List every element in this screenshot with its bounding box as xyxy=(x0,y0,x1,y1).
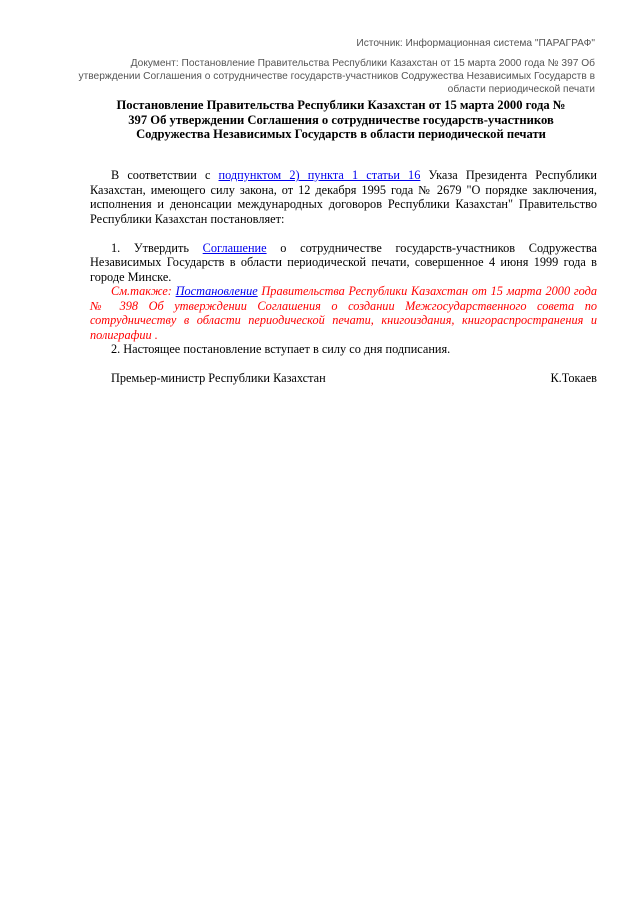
signature-block xyxy=(90,371,597,386)
signature-position: Премьер-министр Республики Казахстан xyxy=(111,371,326,385)
item-1-paragraph xyxy=(90,241,597,285)
document-line: Документ: Постановление Правительства Республики Казахстан от 15 марта 2000 года № 397 Об утверждении Соглашения о сотрудничестве государств-участников Содружества Независимых Государств в области периодической печати xyxy=(78,58,595,95)
document-title: Постановление Правительства Республики Казахстан от 15 марта 2000 года № 397 Об утверждении Соглашения о сотрудничестве государств-участников Содружества Независимых Государств в области периодической печати xyxy=(116,98,566,141)
document-body xyxy=(90,168,597,386)
agreement-link[interactable]: Соглашение xyxy=(202,240,267,255)
document-header xyxy=(75,37,595,96)
see-also-text: Правительства Республики Казахстан от 15 марта 2000 года № 398 Об утверждении Соглашения о создании Межгосударственного совета по сотрудничеству в области периодической печати, книгоиздания, книгораспространения и полиграфии . xyxy=(90,284,597,342)
item-2-paragraph: 2. Настоящее постановление вступает в силу со дня подписания. xyxy=(111,342,451,356)
preamble-text-rest: Указа Президента Республики Казахстан, имеющего силу закона, от 12 декабря 1995 года № 2679 "О порядке заключения, исполнения и денонсации международных договоров Республики Казахстан" Правительство Республики Казахстан постановляет: xyxy=(90,168,597,226)
source-line: Источник: Информационная система "ПАРАГРАФ" xyxy=(356,38,595,49)
item-1-text: 1. Утвердить xyxy=(111,240,203,255)
see-also-link[interactable]: Постановление xyxy=(175,284,258,298)
preamble-paragraph xyxy=(90,168,597,226)
see-also-paragraph xyxy=(90,284,597,342)
preamble-text: В соответствии с xyxy=(111,168,219,182)
signature-name: К.Токаев xyxy=(550,371,597,385)
subclause-link[interactable]: подпунктом 2) пункта 1 статьи 16 xyxy=(218,168,421,182)
item-1-text-rest: о сотрудничестве государств-участников Содружества Независимых Государств в области периодической печати, совершенное 4 июня 1999 года в городе Минске. xyxy=(90,240,597,284)
see-also-prefix: См.также: xyxy=(111,284,176,298)
